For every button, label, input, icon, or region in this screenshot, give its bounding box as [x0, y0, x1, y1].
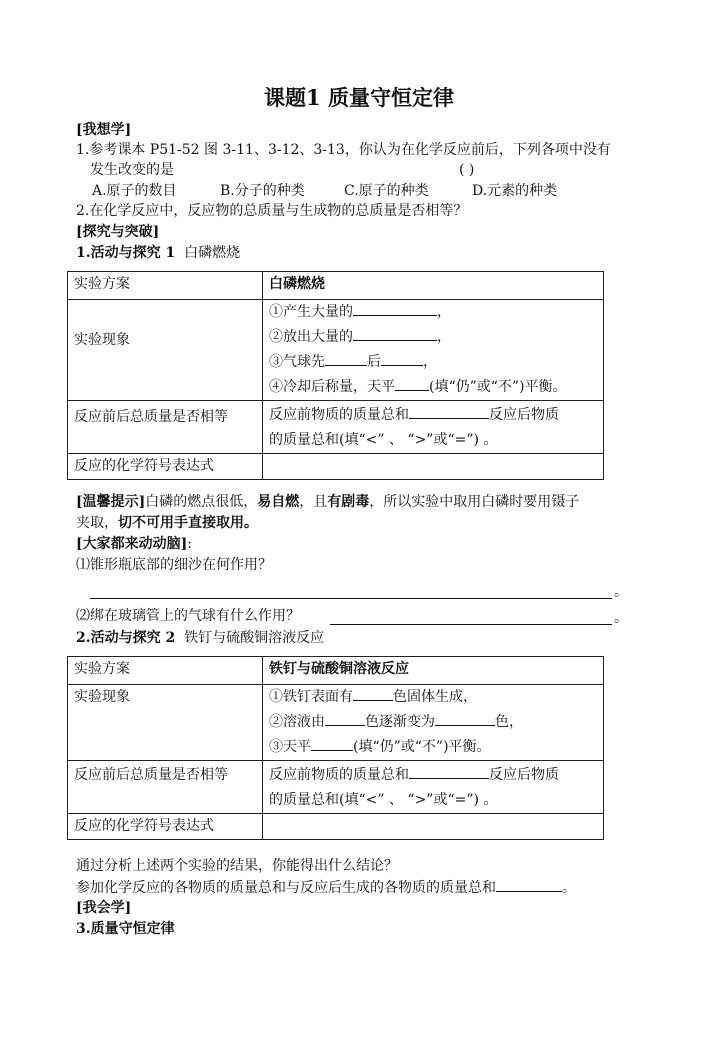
brain-heading: [大家都来动动脑]:	[76, 536, 192, 552]
answer-blank[interactable]	[325, 711, 365, 726]
activity-1-title	[76, 243, 240, 263]
answer-blank[interactable]	[353, 301, 437, 316]
answer-line-2[interactable]	[330, 624, 612, 625]
table2-expression-cell[interactable]	[263, 814, 604, 840]
question-1-line-2	[90, 160, 174, 180]
activity-2-label: 2.活动与探究 2	[76, 630, 176, 646]
tip-line-2: 夹取，切不可用手直接取用。	[76, 515, 258, 531]
phenomenon-4: ④冷却后称量，天平 (填“仍”或“不”)平衡。	[269, 375, 597, 400]
experiment-table-1	[67, 271, 604, 480]
activity-2-title	[76, 628, 324, 648]
phenomenon-2: ②溶液由 色逐渐变为 色，	[269, 710, 597, 735]
phenomenon-1: ①产生大量的 ，	[269, 300, 597, 325]
table2-plan-value: 铁钉与硫酸铜溶液反应	[263, 657, 604, 685]
brain-question-1: ⑴锥形瓶底部的细沙在何作用？	[76, 557, 272, 573]
option-a: A.原子的数目	[92, 183, 177, 199]
brain-question-2: ⑵绑在玻璃管上的气球有什么作用？	[76, 608, 300, 624]
section-heading-explore: [探究与突破]	[76, 224, 160, 240]
activity-2-subtitle: 铁钉与硫酸铜溶液反应	[184, 630, 325, 646]
answer-blank[interactable]	[409, 404, 489, 419]
activity-1-subtitle: 白磷燃烧	[184, 245, 241, 261]
answer-line-1-period: 。	[614, 584, 628, 600]
answer-blank[interactable]	[496, 877, 562, 892]
table2-expression-label: 反应的化学符号表达式	[68, 814, 263, 840]
table1-mass-line-2: 的质量总和(填“<” 、 “>”或“=”) 。	[269, 432, 498, 448]
phenomenon-1: ①铁钉表面有 色固体生成，	[269, 685, 597, 710]
conclusion-question: 通过分析上述两个实验的结果，你能得出什么结论？	[76, 858, 398, 874]
experiment-table-2	[67, 656, 604, 840]
option-c: C.原子的种类	[344, 183, 429, 199]
table1-phenomena-cell	[263, 300, 604, 401]
question-2: 2.在化学反应中，反应物的总质量与生成物的总质量是否相等？	[76, 203, 468, 219]
table1-mass-cell: 反应前物质的质量总和 反应后物质 的质量总和(填“<” 、 “>”或“=”) 。	[263, 401, 604, 454]
answer-blank[interactable]	[435, 711, 495, 726]
table1-expression-cell[interactable]	[263, 454, 604, 480]
tip-label: [温馨提示]	[76, 494, 146, 510]
answer-blank[interactable]	[381, 351, 423, 366]
options-row	[92, 181, 557, 201]
question-1-stem-end: 发生改变的是	[90, 162, 174, 178]
phenomenon-3: ③气球先 后 ，	[269, 350, 597, 375]
page-title: 课题1 质量守恒定律	[264, 85, 454, 110]
answer-blank[interactable]	[325, 351, 367, 366]
phenomenon-2: ②放出大量的 ，	[269, 325, 597, 350]
table1-phenomena-label: 实验现象	[68, 300, 263, 401]
table2-mass-line-2: 的质量总和(填“<” 、 “>”或“=”) 。	[269, 792, 498, 808]
answer-parentheses: ( )	[459, 162, 475, 178]
option-b: B.分子的种类	[220, 183, 305, 199]
answer-blank[interactable]	[353, 326, 437, 341]
answer-line-1[interactable]	[90, 598, 612, 599]
section-heading-learn: [我会学]	[76, 900, 132, 916]
item-3-title: 3.质量守恒定律	[76, 921, 175, 937]
table2-mass-cell: 反应前物质的质量总和 反应后物质 的质量总和(填“<” 、 “>”或“=”) 。	[263, 761, 604, 814]
option-d: D.元素的种类	[472, 183, 558, 199]
phenomenon-3: ③天平 (填“仍”或“不”)平衡。	[269, 735, 597, 760]
section-heading-think: [我想学]	[76, 122, 132, 138]
conclusion-answer: 参加化学反应的各物质的质量总和与反应后生成的各物质的质量总和 。	[76, 877, 576, 898]
answer-blank[interactable]	[311, 736, 353, 751]
answer-blank[interactable]	[353, 686, 393, 701]
table1-mass-label: 反应前后总质量是否相等	[68, 401, 263, 454]
tip-line-1: [温馨提示]白磷的燃点很低，易自燃，且有剧毒，所以实验中取用白磷时要用镊子	[76, 494, 580, 510]
answer-blank[interactable]	[395, 376, 429, 391]
table2-phenomena-label: 实验现象	[68, 685, 263, 761]
table2-phenomena-cell	[263, 685, 604, 761]
table1-expression-label: 反应的化学符号表达式	[68, 454, 263, 480]
table2-mass-label: 反应前后总质量是否相等	[68, 761, 263, 814]
answer-blank[interactable]	[409, 764, 489, 779]
table1-plan-label: 实验方案	[68, 272, 263, 300]
table1-plan-value: 白磷燃烧	[263, 272, 604, 300]
table2-plan-label: 实验方案	[68, 657, 263, 685]
activity-1-label: 1.活动与探究 1	[76, 245, 176, 261]
answer-line-2-period: 。	[614, 610, 628, 626]
question-1-line-1: 1.参考课本 P51-52 图 3-11、3-12、3-13，你认为在化学反应前后，下列各项中没有	[76, 142, 611, 158]
